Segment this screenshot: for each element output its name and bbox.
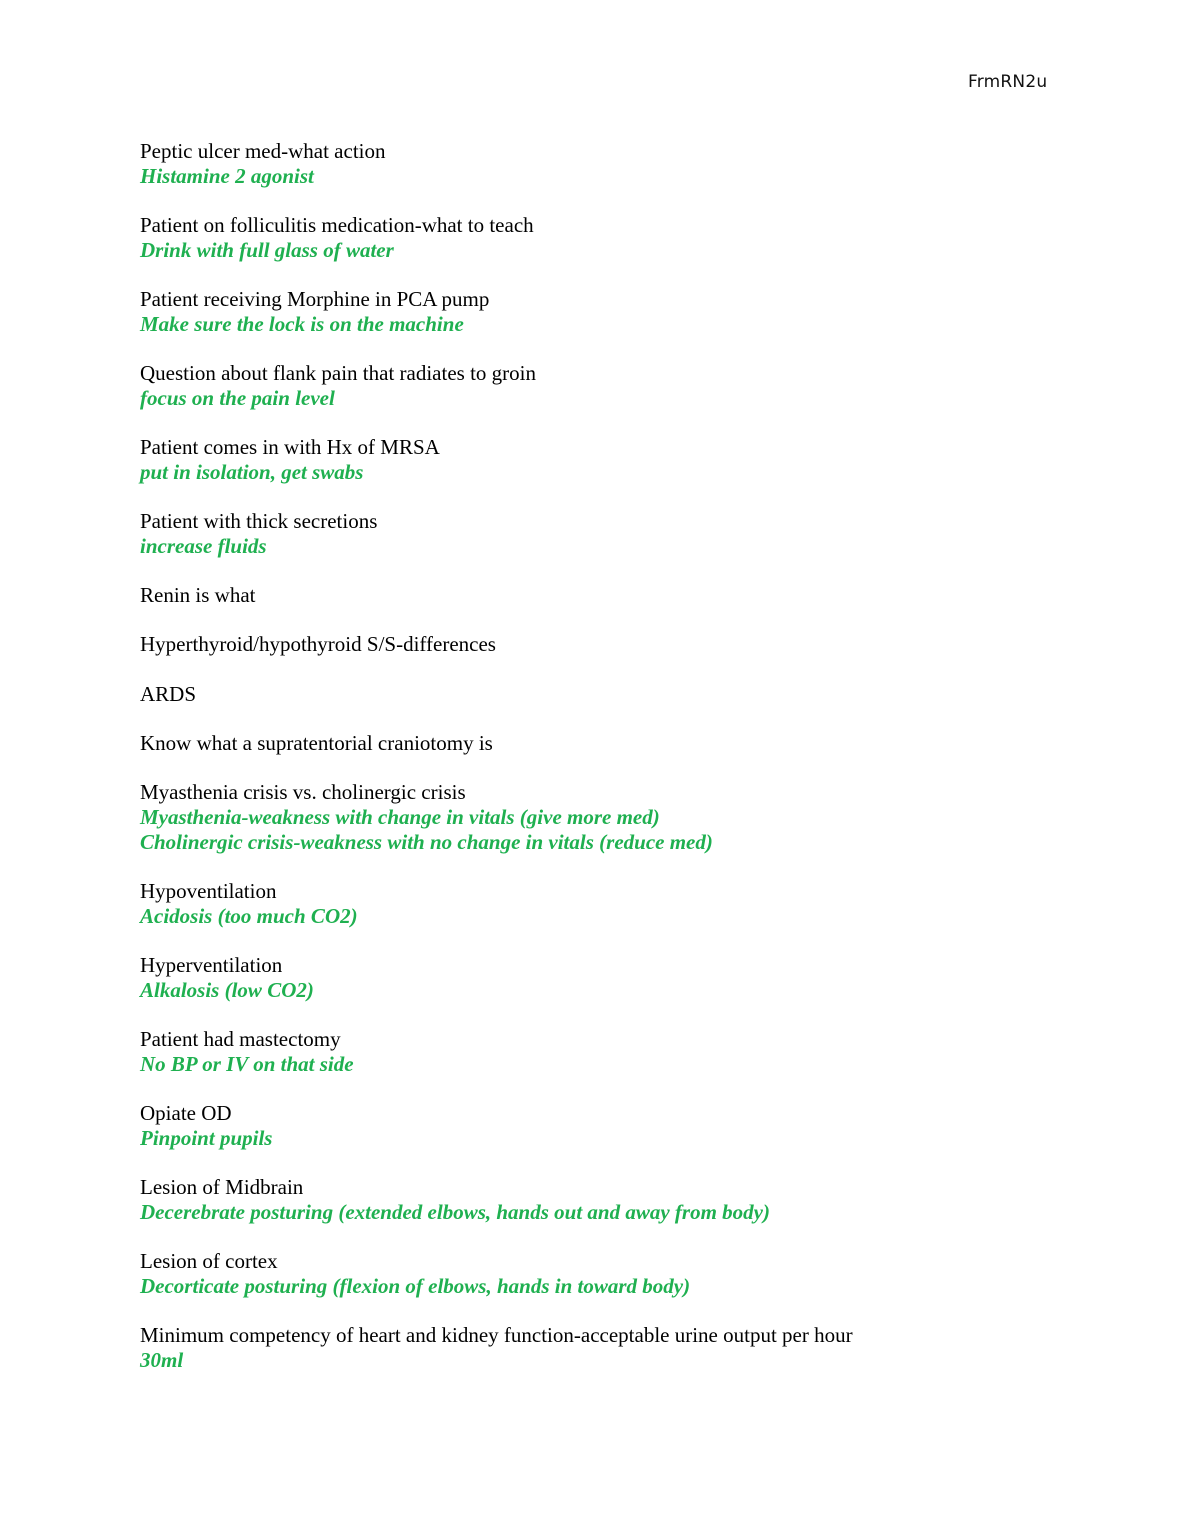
note-item xyxy=(140,682,1100,707)
note-answer: Pinpoint pupils xyxy=(140,1125,273,1150)
note-item xyxy=(140,509,1100,558)
note-item xyxy=(140,1175,1100,1224)
note-question: Patient with thick secretions xyxy=(140,509,378,533)
note-item xyxy=(140,435,1100,484)
note-answer: 30ml xyxy=(140,1347,184,1372)
note-question: Patient receiving Morphine in PCA pump xyxy=(140,287,490,311)
note-answer: No BP or IV on that side xyxy=(140,1051,354,1076)
note-item xyxy=(140,583,1100,608)
note-question: ARDS xyxy=(140,681,197,706)
note-question: Know what a supratentorial craniotomy is xyxy=(140,730,493,755)
note-item xyxy=(140,1027,1100,1076)
note-item xyxy=(140,139,1100,188)
note-question: Peptic ulcer med-what action xyxy=(140,139,386,163)
note-question: Hypoventilation xyxy=(140,878,277,903)
note-question: Hyperventilation xyxy=(140,952,283,977)
note-answer: Decorticate posturing (flexion of elbows, hands in toward body) xyxy=(140,1273,691,1298)
note-question: Myasthenia crisis vs. cholinergic crisis xyxy=(140,780,466,805)
note-item xyxy=(140,731,1100,756)
note-answer: Drink with full glass of water xyxy=(140,237,394,262)
page-header-code: FrmRN2u xyxy=(968,72,1048,92)
note-answer: Decerebrate posturing (extended elbows, hands out and away from body) xyxy=(140,1199,770,1224)
study-notes-list xyxy=(140,139,1100,1397)
note-item xyxy=(140,287,1100,336)
note-item xyxy=(140,213,1100,262)
note-question: Opiate OD xyxy=(140,1100,232,1125)
note-question: Minimum competency of heart and kidney function-acceptable urine output per hour xyxy=(140,1322,853,1347)
note-answer: focus on the pain level xyxy=(140,385,335,410)
note-item xyxy=(140,1323,1100,1372)
note-item xyxy=(140,632,1100,657)
note-item xyxy=(140,361,1100,410)
note-answer: Alkalosis (low CO2) xyxy=(140,977,314,1002)
note-answer: Myasthenia-weakness with change in vitals (give more med) xyxy=(140,804,660,829)
note-answer: Make sure the lock is on the machine xyxy=(140,311,464,336)
note-item xyxy=(140,1101,1100,1150)
note-question: Hyperthyroid/hypothyroid S/S-differences xyxy=(140,632,496,657)
note-question: Lesion of Midbrain xyxy=(140,1174,304,1199)
note-answer: Histamine 2 agonist xyxy=(140,163,314,188)
note-question: Question about flank pain that radiates to groin xyxy=(140,361,536,385)
note-question: Patient had mastectomy xyxy=(140,1026,341,1051)
note-item xyxy=(140,1249,1100,1298)
note-item xyxy=(140,780,1100,854)
note-question: Renin is what xyxy=(140,583,256,607)
note-item xyxy=(140,879,1100,928)
note-answer: Acidosis (too much CO2) xyxy=(140,903,358,928)
note-question: Patient on folliculitis medication-what to teach xyxy=(140,213,534,237)
note-answer: increase fluids xyxy=(140,533,267,558)
note-question: Patient comes in with Hx of MRSA xyxy=(140,435,440,459)
note-item xyxy=(140,953,1100,1002)
note-answer: Cholinergic crisis-weakness with no change in vitals (reduce med) xyxy=(140,829,713,854)
note-answer: put in isolation, get swabs xyxy=(140,459,364,484)
note-question: Lesion of cortex xyxy=(140,1248,278,1273)
